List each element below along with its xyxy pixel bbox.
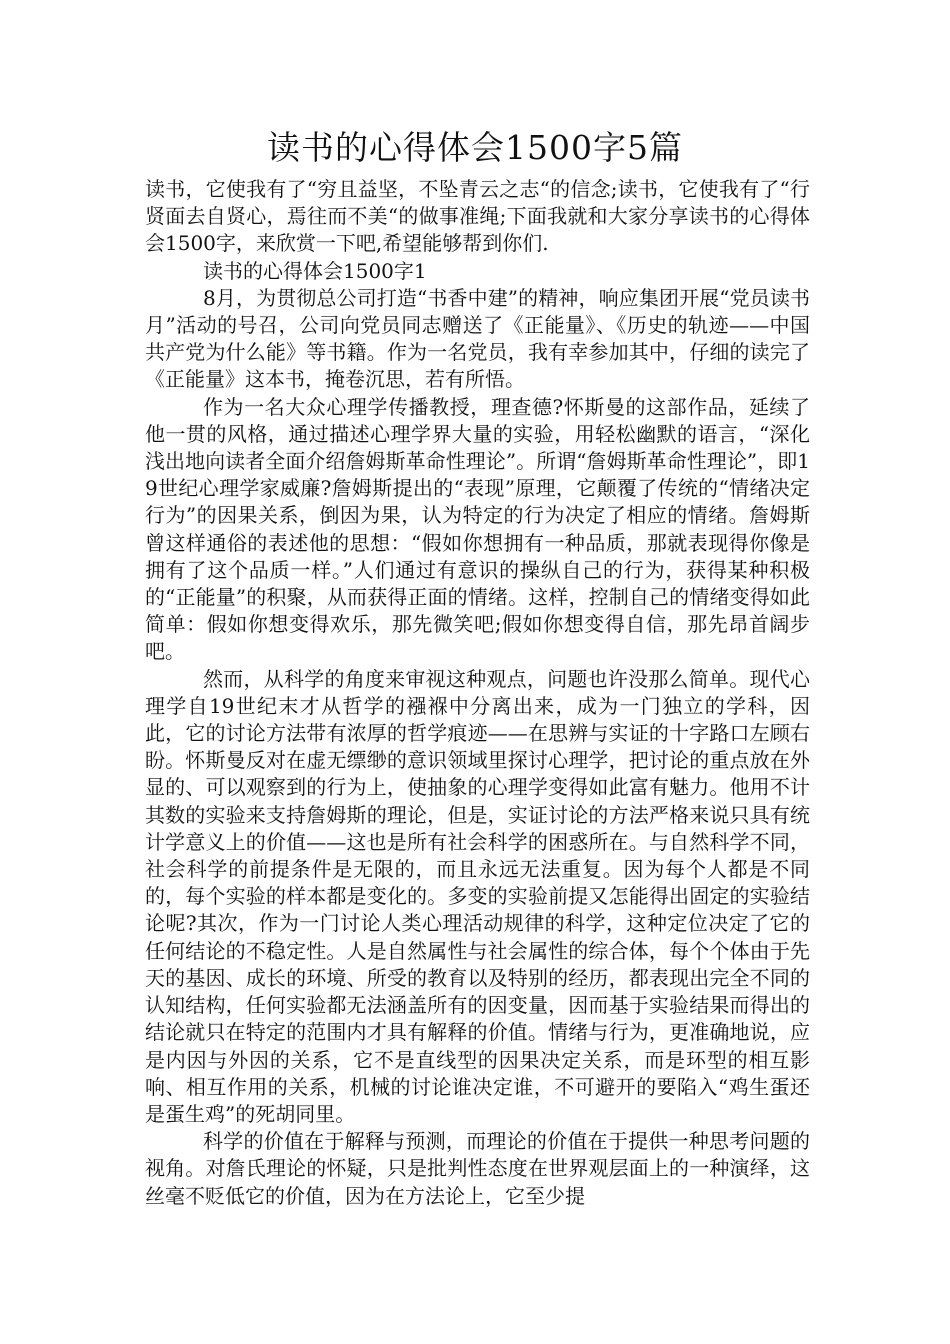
document-title: 读书的心得体会1500字5篇 [267,128,683,167]
intro-paragraph: 读书，它使我有了“穷且益坚，不坠青云之志“的信念;读书，它使我有了“行贤面去自贤心，焉往而不美“的做事准绳;下面我就和大家分享读书的心得体会1500字，来欣赏一下吧,希望能够帮到你们. [145,177,810,256]
body-paragraph: 作为一名大众心理学传播教授，理查德?怀斯曼的这部作品，延续了他一贯的风格，通过描述心理学界大量的实验，用轻松幽默的语言，“深化浅出地向读者全面介绍詹姆斯革命性理论”。所谓“詹姆斯革命性理论”，即19世纪心理学家威廉?詹姆斯提出的“表现”原理，它颠覆了传统的“情绪决定行为”的因果关系，倒因为果，认为特定的行为决定了相应的情绪。詹姆斯曾这样通俗的表述他的思想：“假如你想拥有一种品质，那就表现得你像是拥有了这个品质一样。”人们通过有意识的操纵自己的行为，获得某种积极的“正能量”的积聚，从而获得正面的情绪。这样，控制自己的情绪变得如此简单：假如你想变得欢乐，那先微笑吧;假如你想变得自信，那先昂首阔步吧。 [145,394,810,664]
body-paragraph: 科学的价值在于解释与预测，而理论的价值在于提供一种思考问题的视角。对詹氏理论的怀疑，只是批判性态度在世界观层面上的一种演绎，这丝毫不贬低它的价值，因为在方法论上，它至少提 [145,1129,810,1208]
body-paragraph: 8月，为贯彻总公司打造“书香中建”的精神，响应集团开展“党员读书月”活动的号召，公司向党员同志赠送了《正能量》、《历史的轨迹——中国共产党为什么能》等书籍。作为一名党员，我有幸参加其中，仔细的读完了《正能量》这本书，掩卷沉思，若有所悟。 [145,285,810,392]
body-paragraph: 然而，从科学的角度来审视这种观点，问题也许没那么简单。现代心理学自19世纪末才从哲学的襁褓中分离出来，成为一门独立的学科，因此，它的讨论方法带有浓厚的哲学痕迹——在思辨与实证的十字路口左顾右盼。怀斯曼反对在虚无缥缈的意识领域里探讨心理学，把讨论的重点放在外显的、可以观察到的行为上，使抽象的心理学变得如此富有魅力。他用不计其数的实验来支持詹姆斯的理论，但是，实证讨论的方法严格来说只具有统计学意义上的价值——这也是所有社会科学的困惑所在。与自然科学不同，社会科学的前提条件是无限的，而且永远无法重复。因为每个人都是不同的，每个实验的样本都是变化的。多变的实验前提又怎能得出固定的实验结论呢?其次，作为一门讨论人类心理活动规律的科学，这种定位决定了它的任何结论的不稳定性。人是自然属性与社会属性的综合体，每个个体由于先天的基因、成长的环境、所受的教育以及特别的经历，都表现出完全不同的认知结构，任何实验都无法涵盖所有的因变量，因而基于实验结果而得出的结论就只在特定的范围内才具有解释的价值。情绪与行为，更准确地说，应是内因与外因的关系，它不是直线型的因果决定关系，而是环型的相互影响、相互作用的关系，机械的讨论谁决定谁，不可避开的要陷入“鸡生蛋还是蛋生鸡”的死胡同里。 [145,666,810,1126]
document-body [145,176,810,1210]
section-heading: 读书的心得体会1500字1 [203,258,427,283]
